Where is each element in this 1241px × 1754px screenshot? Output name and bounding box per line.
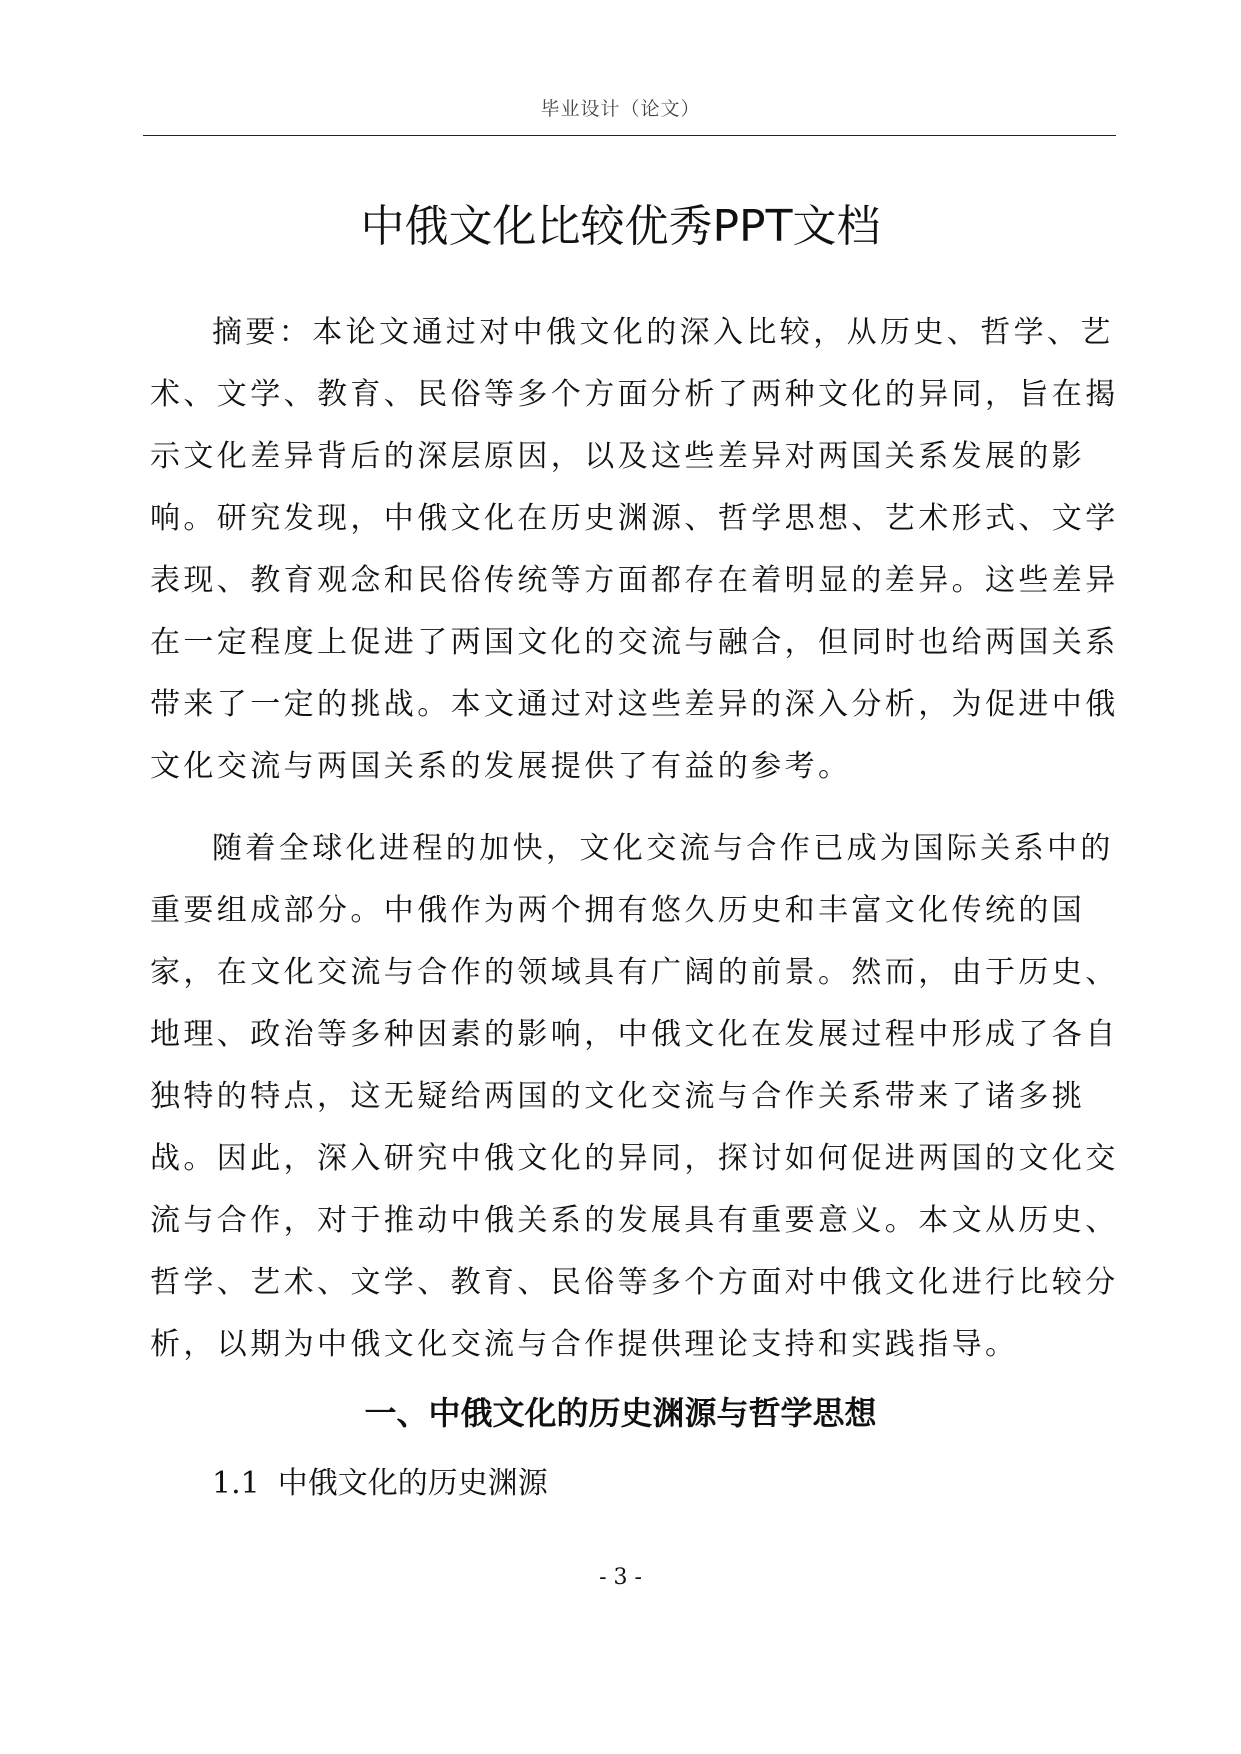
subsection-title: 中俄文化的历史渊源 — [277, 1466, 548, 1501]
subsection-heading — [212, 1458, 548, 1502]
running-header: 毕业设计（论文） — [540, 98, 701, 120]
subsection-number: 1.1 — [212, 1466, 260, 1501]
header-divider — [143, 135, 1116, 136]
abstract-paragraph: 摘要：本论文通过对中俄文化的深入比较，从历史、哲学、艺术、文学、教育、民俗等多个方面分析了两种文化的异同，旨在揭示文化差异背后的深层原因，以及这些差异对两国关系发展的影响。研究发现，中俄文化在历史渊源、哲学思想、艺术形式、文学表现、教育观念和民俗传统等方面都存在着明显的差异。这些差异在一定程度上促进了两国文化的交流与融合，但同时也给两国关系带来了一定的挑战。本文通过对这些差异的深入分析，为促进中俄文化交流与两国关系的发展提供了有益的参考。 — [150, 315, 1119, 784]
page-number: - 3 - — [599, 1565, 642, 1590]
section-heading: 一、中俄文化的历史渊源与哲学思想 — [364, 1394, 877, 1432]
intro-paragraph: 随着全球化进程的加快，文化交流与合作已成为国际关系中的重要组成部分。中俄作为两个拥有悠久历史和丰富文化传统的国家，在文化交流与合作的领域具有广阔的前景。然而，由于历史、地理、政治等多种因素的影响，中俄文化在发展过程中形成了各自独特的特点，这无疑给两国的文化交流与合作关系带来了诸多挑战。因此，深入研究中俄文化的异同，探讨如何促进两国的文化交流与合作，对于推动中俄关系的发展具有重要意义。本文从历史、哲学、艺术、文学、教育、民俗等多个方面对中俄文化进行比较分析，以期为中俄文化交流与合作提供理论支持和实践指导。 — [150, 831, 1119, 1362]
document-title: 中俄文化比较优秀PPT文档 — [360, 201, 881, 252]
